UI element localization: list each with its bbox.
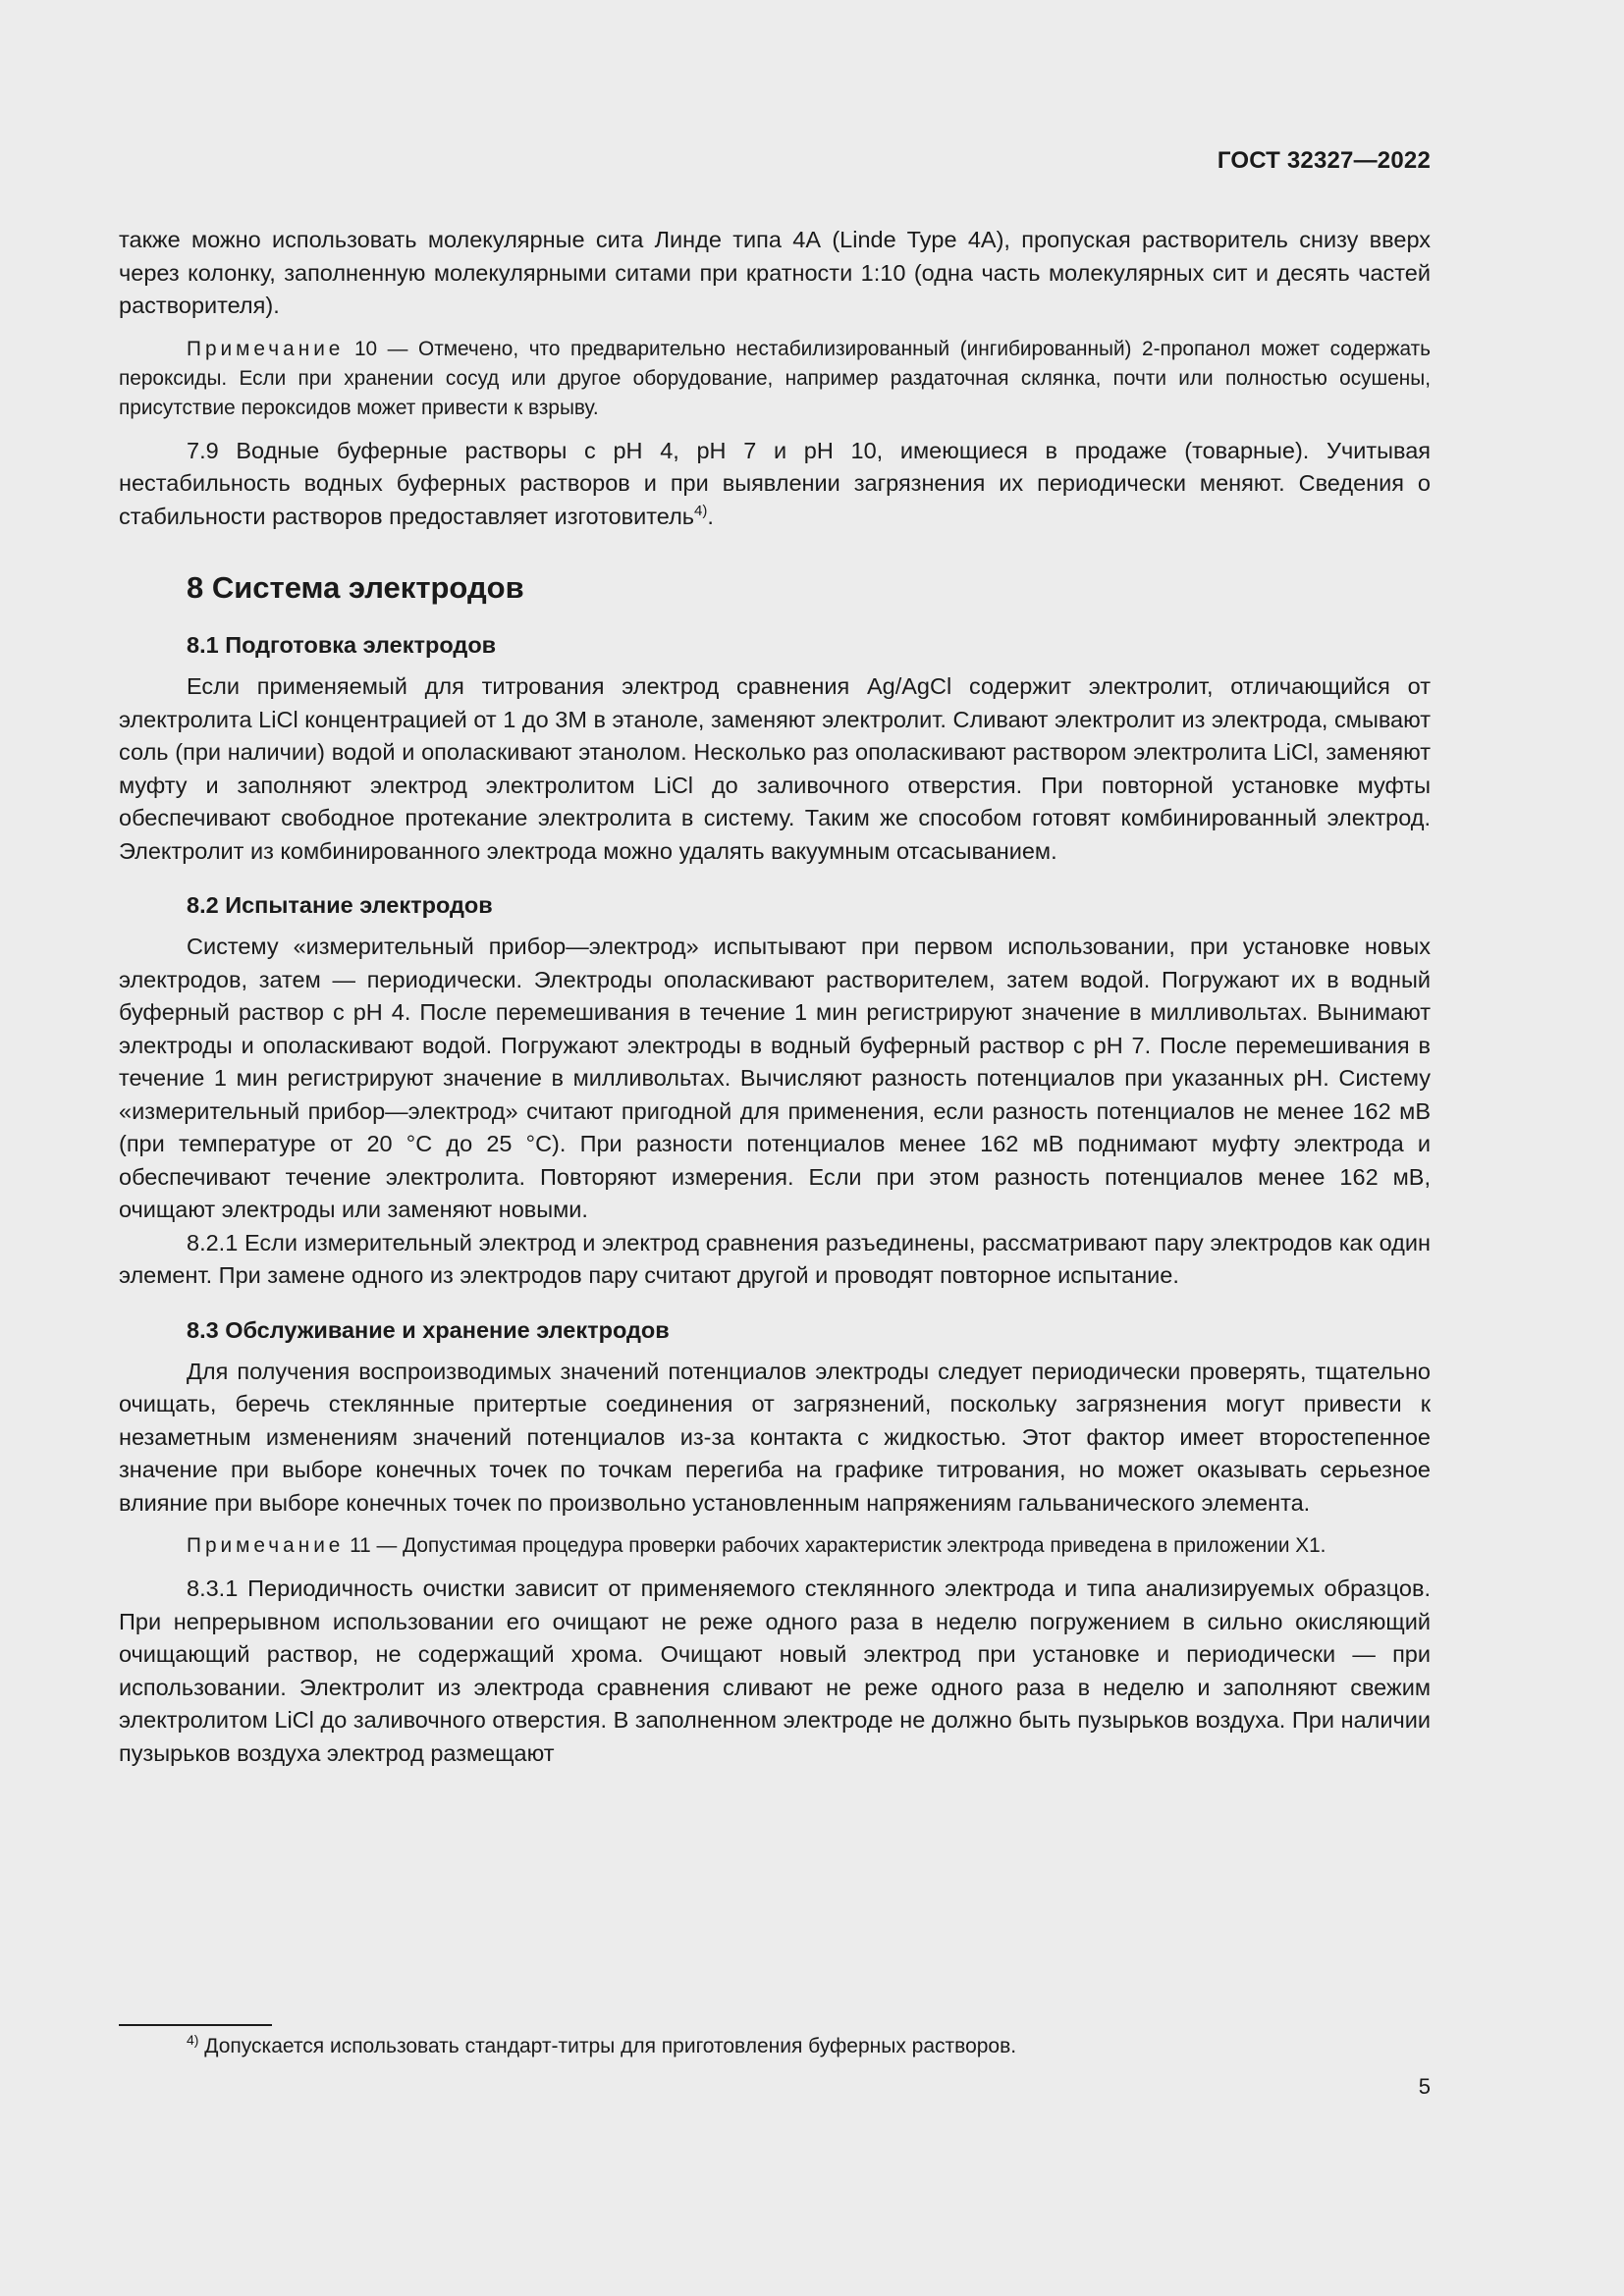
paragraph-8-2-1: 8.2.1 Если измерительный электрод и электрод сравнения разъединены, рассматривают пару электродов как один элемент. При замене одного из электродов пару считают другой и проводят повторное испытание. [119, 1229, 1431, 1288]
page-number: 5 [1418, 2074, 1431, 2099]
note-text: 11 — Допустимая процедура проверки рабочих характеристик электрода приведена в приложении Х1. [344, 1534, 1326, 1557]
note-text: 10 — Отмечено, что предварительно нестабилизированный (ингибированный) 2-пропанол может содержать пероксиды. Если при хранении сосуд или другое оборудование, например раздаточная склянка, почти или полностью осушены, присутствие пероксидов может привести к взрыву. [119, 337, 1431, 419]
note-11 [119, 1531, 1431, 1561]
paragraph-8-3-1: 8.3.1 Периодичность очистки зависит от применяемого стеклянного электрода и типа анализируемых образцов. При непрерывном использовании его очищают не реже одного раза в неделю погружением в сильно окисляющий очищающий раствор, не содержащий хрома. Очищают новый электрод при установке и периодически — при использовании. Электролит из электрода сравнения сливают не реже одного раза в неделю и заполняют свежим электролитом LiCl до заливочного отверстия. В заполненном электроде не должно быть пузырьков воздуха. При наличии пузырьков воздуха электрод размещают [119, 1575, 1431, 1766]
footnote-divider [119, 2024, 272, 2026]
paragraph-8-1: Если применяемый для титрования электрод сравнения Ag/AgCl содержит электролит, отличающийся от электролита LiCl концентрацией от 1 до 3М в этаноле, заменяют электролит. Сливают электролит из электрода, смывают соль (при наличии) водой и ополаскивают этанолом. Несколько раз ополаскивают раствором электролита LiCl, заменяют муфту и заполняют электрод электролитом LiCl до заливочного отверстия. При повторной установке муфты обеспечивают свободное протекание электролита в систему. Таким же способом готовят комбинированный электрод. Электролит из комбинированного электрода можно удалять вакуумным отсасыванием. [119, 673, 1431, 864]
footnote [187, 2032, 1016, 2061]
footnote-reference[interactable]: 4) [694, 502, 708, 519]
document-header: ГОСТ 32327—2022 [1217, 147, 1431, 174]
subsection-8-2-heading: 8.2 Испытание электродов [187, 892, 493, 918]
paragraph-7-9-end: . [707, 503, 714, 529]
paragraph-7-9 [119, 435, 1431, 534]
note-10 [119, 335, 1431, 423]
paragraph-7-9-text: 7.9 Водные буферные растворы с pH 4, pH 7 и pH 10, имеющиеся в продаже (товарные). Учитывая нестабильность водных буферных растворов и при выявлении загрязнения их периодически меняют. Сведения о стабильности растворов предоставляет изготовитель [119, 437, 1431, 529]
paragraph-8-3: Для получения воспроизводимых значений потенциалов электроды следует периодически проверять, тщательно очищать, беречь стеклянные притертые соединения от загрязнений, поскольку загрязнения могут привести к незаметным изменениям значений потенциалов из-за контакта с жидкостью. Этот фактор имеет второстепенное значение при выборе конечных точек по точкам перегиба на графике титрования, но может оказывать серьезное влияние при выборе конечных точек по произвольно установленным напряжениям гальванического элемента. [119, 1358, 1431, 1516]
section-8-heading: 8 Система электродов [187, 570, 524, 605]
paragraph-8-2: Систему «измерительный прибор—электрод» испытывают при первом использовании, при установке новых электродов, затем — периодически. Электроды ополаскивают растворителем, затем водой. Погружают их в водный буферный раствор с pH 4. После перемешивания в течение 1 мин регистрируют значение в милливольтах. Вынимают электроды и ополаскивают водой. Погружают электроды в водный буферный раствор с pH 7. После перемешивания в течение 1 мин регистрируют значение в милливольтах. Вычисляют разность потенциалов при указанных pH. Систему «измерительный прибор—электрод» считают пригодной для применения, если разность потенциалов не менее 162 мВ (при температуре от 20 °С до 25 °С). При разности потенциалов менее 162 мВ поднимают муфту электрода и обеспечивают течение электролита. Повторяют измерения. Если при этом разность потенциалов менее 162 мВ, очищают электроды или заменяют новыми. [119, 934, 1431, 1222]
note-label: Примечание [187, 1534, 345, 1557]
note-label: Примечание [187, 337, 345, 360]
subsection-8-3-heading: 8.3 Обслуживание и хранение электродов [187, 1316, 670, 1343]
subsection-8-1-heading: 8.1 Подготовка электродов [187, 632, 497, 658]
paragraph-intro: также можно использовать молекулярные сита Линде типа 4А (Linde Type 4A), пропуская растворитель снизу вверх через колонку, заполненную молекулярными ситами при кратности 1:10 (одна часть молекулярных сит и десять частей растворителя). [119, 227, 1431, 318]
page-body [119, 224, 1431, 1770]
footnote-marker: 4) [187, 2032, 199, 2048]
footnote-text: Допускается использовать стандарт-титры для приготовления буферных растворов. [198, 2035, 1017, 2057]
